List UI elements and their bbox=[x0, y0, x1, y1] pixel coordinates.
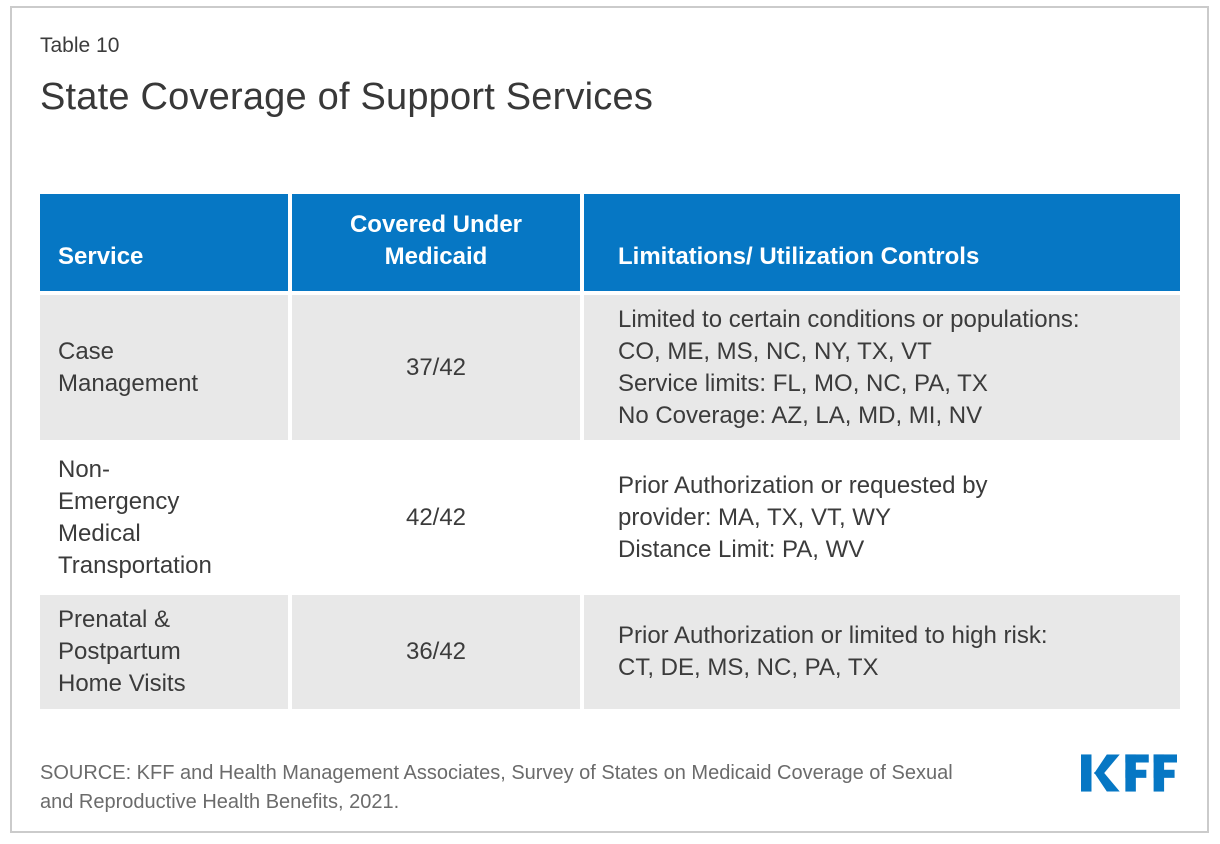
page-title: State Coverage of Support Services bbox=[40, 76, 654, 118]
source-line: SOURCE: KFF and Health Management Associates, Survey of States on Medicaid Coverage of Sexual bbox=[40, 762, 953, 784]
kff-logo bbox=[1081, 753, 1177, 793]
column-header-limitations: Limitations/ Utilization Controls bbox=[584, 194, 1180, 291]
cell-line: Management bbox=[58, 369, 199, 397]
source-note bbox=[40, 759, 953, 817]
column-header-covered-under-medicaid bbox=[292, 194, 580, 291]
cell-line: Prior Authorization or limited to high risk: bbox=[618, 622, 1048, 649]
header-line: Covered Under bbox=[349, 211, 523, 238]
table-row-3-service-cell bbox=[40, 595, 288, 709]
table-row-1-limitations-cell bbox=[584, 295, 1180, 440]
cell-line: Prior Authorization or requested by bbox=[618, 471, 988, 499]
cell-line: No Coverage: AZ, LA, MD, MI, NV bbox=[618, 401, 983, 429]
cell-line: Home Visits bbox=[58, 670, 186, 697]
table-row-2-limitations-cell bbox=[584, 444, 1180, 591]
table-number-label: Table 10 bbox=[40, 34, 120, 57]
table-row-3-limitations-cell bbox=[584, 595, 1180, 709]
table-row-3-covered-cell: 36/42 bbox=[292, 595, 580, 709]
table-row-1-covered-cell: 37/42 bbox=[292, 295, 580, 440]
column-header-service: Service bbox=[40, 194, 288, 291]
cell-line: Service limits: FL, MO, NC, PA, TX bbox=[618, 369, 988, 397]
cell-line: Prenatal & bbox=[58, 606, 171, 633]
cell-line: Emergency bbox=[58, 487, 180, 515]
cell-line: Distance Limit: PA, WV bbox=[618, 535, 865, 563]
table-card bbox=[10, 6, 1209, 833]
table-row-2-service-cell bbox=[40, 444, 288, 591]
cell-line: Postpartum bbox=[58, 638, 181, 665]
cell-line: Limited to certain conditions or populations: bbox=[618, 305, 1080, 333]
cell-line: Non- bbox=[58, 455, 111, 483]
footer bbox=[40, 759, 1179, 817]
cell-line: provider: MA, TX, VT, WY bbox=[618, 503, 891, 531]
table-row-2-covered-cell: 42/42 bbox=[292, 444, 580, 591]
table-row-1-service-cell bbox=[40, 295, 288, 440]
cell-line: CT, DE, MS, NC, PA, TX bbox=[618, 654, 879, 681]
cell-line: Transportation bbox=[58, 551, 212, 579]
kff-logo-icon bbox=[1081, 753, 1177, 793]
cell-line: Case bbox=[58, 337, 115, 365]
cell-line: Medical bbox=[58, 519, 141, 547]
data-table bbox=[40, 194, 1180, 709]
cell-line: CO, ME, MS, NC, NY, TX, VT bbox=[618, 337, 932, 365]
source-line: and Reproductive Health Benefits, 2021. bbox=[40, 791, 400, 813]
header-line: Medicaid bbox=[384, 243, 488, 270]
